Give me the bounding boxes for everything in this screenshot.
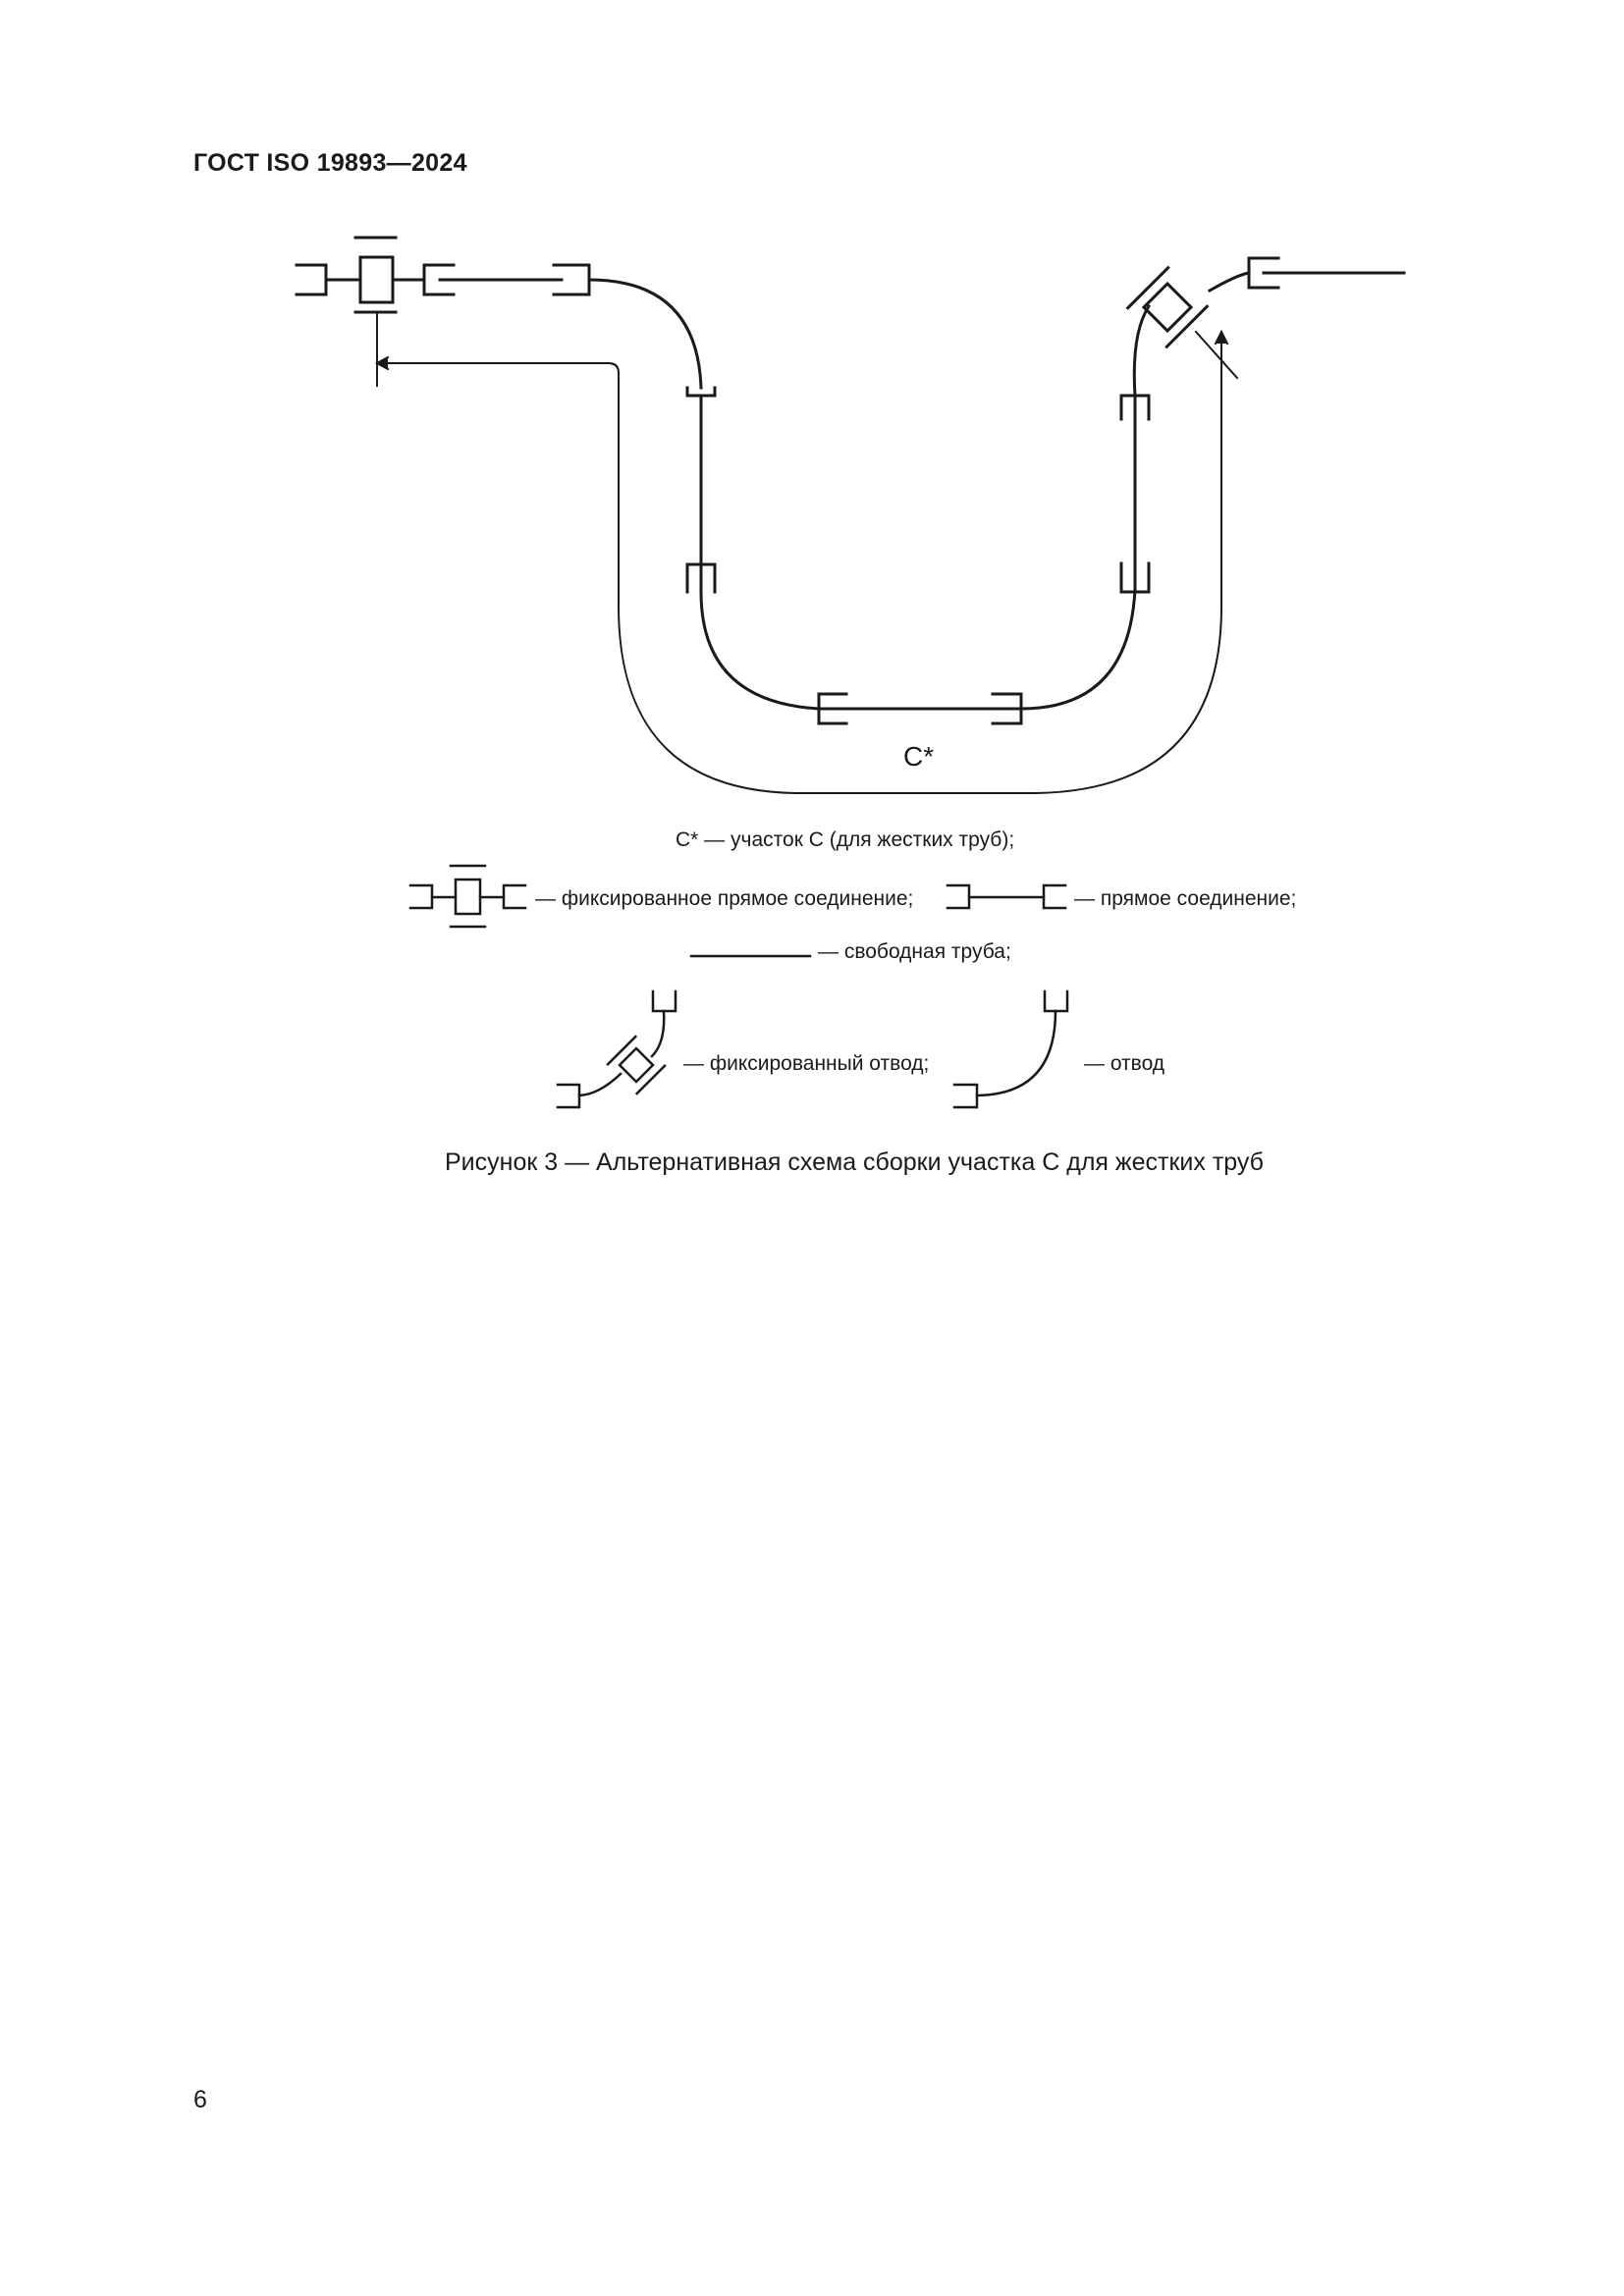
legend-bend-symbol bbox=[954, 991, 1067, 1107]
document-header: ГОСТ ISO 19893—2024 bbox=[193, 149, 467, 177]
legend-fixed-bend: — фиксированный отвод; bbox=[683, 1052, 930, 1075]
legend-section: C* — участок С (для жестких труб); bbox=[676, 828, 1015, 851]
legend-straight-symbol bbox=[947, 885, 1065, 908]
legend-fixed-straight: — фиксированное прямое соединение; bbox=[535, 887, 914, 910]
section-c-outline bbox=[377, 312, 1237, 793]
figure-caption: Рисунок 3 — Альтернативная схема сборки участка С для жестких труб bbox=[445, 1148, 1264, 1176]
legend-fixed-straight-symbol bbox=[410, 866, 525, 927]
legend-straight: — прямое соединение; bbox=[1074, 887, 1297, 910]
legend-fixed-bend-symbol bbox=[558, 991, 676, 1107]
legend-bend: — отвод bbox=[1084, 1052, 1165, 1075]
page-number: 6 bbox=[193, 2086, 207, 2113]
section-label: C* bbox=[903, 741, 935, 772]
pipe-assembly bbox=[440, 258, 1404, 723]
fixed-straight-joint-top-left bbox=[297, 238, 454, 312]
legend-free-pipe: — свободная труба; bbox=[818, 940, 1011, 963]
fixed-bend-top-right bbox=[1128, 268, 1208, 347]
